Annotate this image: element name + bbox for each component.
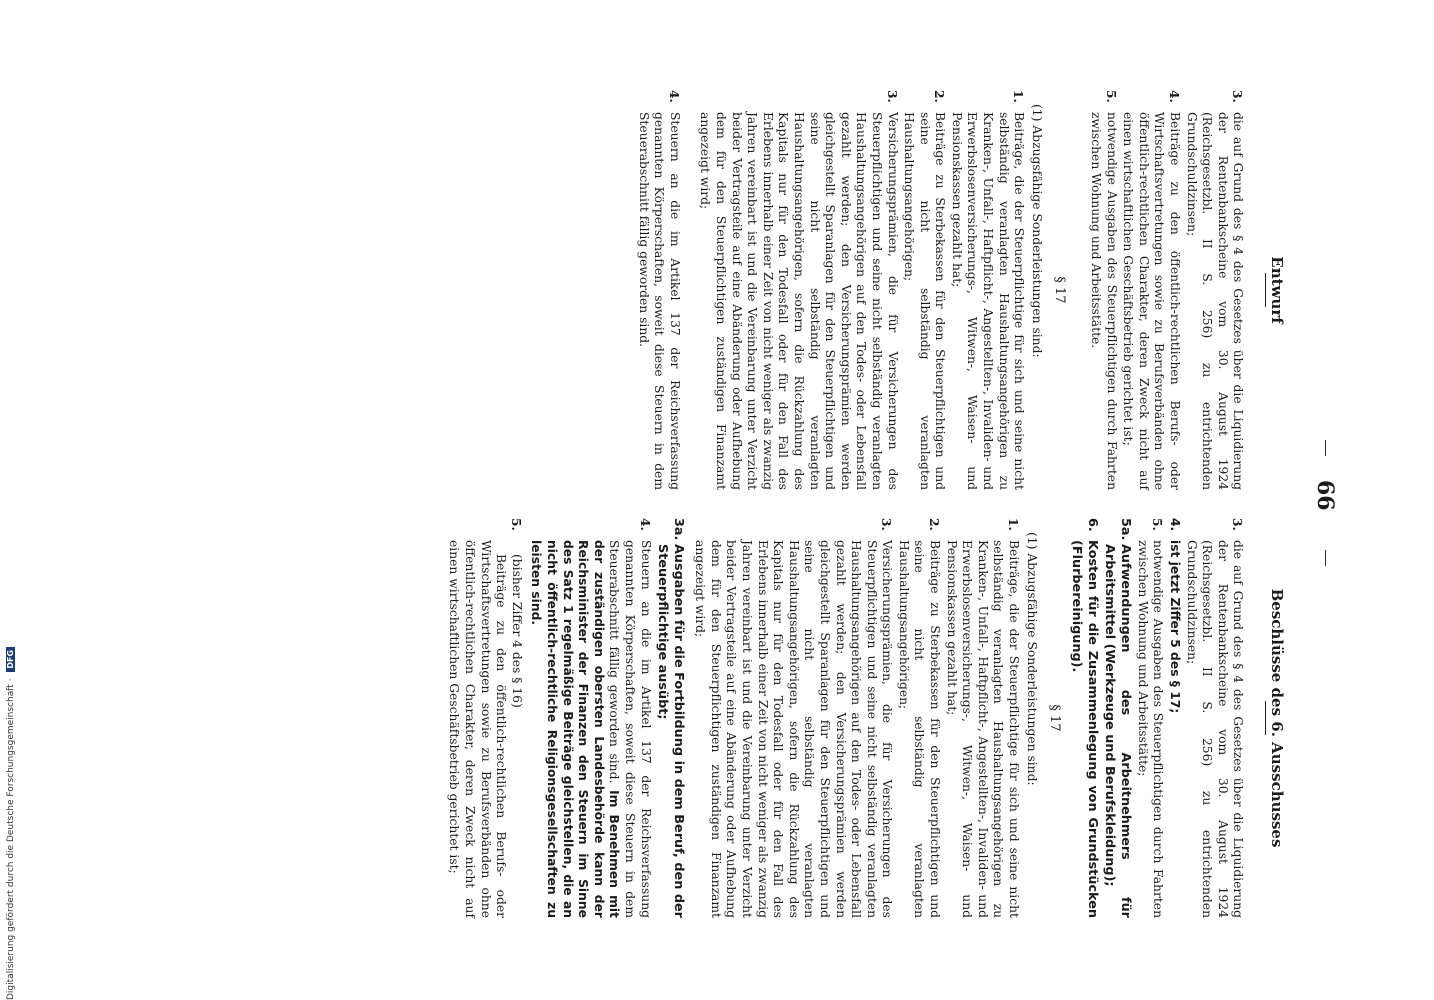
list-item	[948, 90, 1026, 490]
list-item	[895, 518, 942, 918]
item-number: 3.	[1230, 518, 1246, 531]
section-heading: § 17	[1047, 704, 1063, 732]
list-item	[1134, 518, 1165, 918]
item-text: Beiträge zu den öffentlich-rechtlichen Berufs- oder Wirtschaftsvertretungen sowie zu Berufsverbänden ohne öffentlich-rechtlichen Charakter, deren Zweck nicht auf einen wirtschaftlichen Geschäftsbetrieb gerichtet ist;	[447, 540, 509, 918]
page-number: 66	[1312, 480, 1338, 511]
item-number: 5.	[1103, 90, 1119, 103]
item-number: 3.	[879, 518, 895, 531]
list-item	[1183, 90, 1245, 490]
header-dash-right	[1325, 550, 1326, 566]
list-item	[1120, 90, 1182, 490]
item-text: Beiträge zu den öffentlich-rechtlichen Berufs- oder Wirtschaftsvertretungen sowie zu Berufsverbänden ohne öffentlich-rechtlichen Charakter, deren Zweck nicht auf einen wirtschaftlichen Geschäftsbetrieb gerichtet ist;	[1121, 112, 1183, 490]
title-rule	[1265, 273, 1266, 307]
column-title: Entwurf	[1268, 256, 1286, 324]
item-text: Beiträge zu Sterbekassen für den Steuerpflichtigen und seine nicht selbständig veranlagten Haushaltungsangehörigen;	[896, 540, 943, 918]
header-dash-left	[1325, 440, 1326, 456]
item-number: 6.	[1085, 518, 1101, 532]
item-text: Kosten für die Zusammenlegung von Grundstücken (Flurbereinigung).	[1069, 540, 1101, 918]
item-reference: (bisher Ziffer 4 des § 16)	[509, 554, 524, 708]
section-heading: § 17	[1052, 276, 1068, 304]
dfg-logo: DFG	[6, 647, 15, 672]
list-item	[692, 518, 895, 918]
column-title: Beschlüsse des 6. Ausschusses	[1268, 588, 1286, 848]
item-text: Aufwendungen des Arbeitnehmers für Arbeitsmittel (Werkzeuge und Berufskleidung);	[1102, 544, 1134, 918]
item-number: 5.	[1150, 518, 1166, 531]
item-number: 2.	[932, 90, 948, 103]
item-number: 3.	[1230, 90, 1246, 103]
list-item	[1183, 518, 1245, 918]
item-text-amendment: Im Benehmen mit der zuständigen obersten Landesbehörde kann der Reichsminister der Finanzen den Steuern im Sinne des Satz 1 regelmäßige Beiträge gleichstellen, die an nicht öffentlich-rechtliche Religionsgesellschaften zu leisten sind.	[529, 540, 622, 918]
list-item	[1087, 90, 1118, 490]
item-number: 4.	[1168, 518, 1183, 532]
item-number: 5a.	[1118, 518, 1134, 541]
item-number: 3a.	[670, 518, 686, 541]
section-intro: (1) Abzugsfähige Sonderleistungen sind:	[1024, 532, 1039, 786]
item-number: 1.	[1011, 90, 1027, 103]
list-item	[1166, 518, 1182, 918]
item-text: die auf Grund des § 4 des Gesetzes über die Liquidierung der Rentenbankscheine vom 30. August 1924 (Reichsgesetzbl. II S. 256) zu entrichtenden Grundschuldzinsen;	[1184, 540, 1246, 918]
item-text: Steuern an die im Artikel 137 der Reichsverfassung genannten Körperschaften, soweit diese Steuern in dem Steuerabschnitt fällig geworden sind.	[636, 112, 682, 490]
item-text: notwendige Ausgaben des Steuerpflichtigen durch Fahrten zwischen Wohnung und Arbeitsstätte;	[1135, 540, 1166, 918]
title-rule	[1265, 701, 1266, 735]
list-item	[528, 518, 653, 918]
page-header	[1298, 0, 1338, 1000]
digitization-credit	[6, 0, 22, 1000]
item-number: 3.	[884, 90, 900, 103]
list-item	[1068, 518, 1100, 918]
item-text: Steuern an die im Artikel 137 der Reichsverfassung genannten Körperschaften, soweit diese Steuern in dem Steuerabschnitt fällig geworden sind.	[607, 540, 653, 918]
list-item	[654, 518, 686, 918]
column-resolutions	[445, 518, 1284, 918]
item-number: 4.	[666, 90, 682, 103]
item-text: Beiträge zu Sterbekassen für den Steuerpflichtigen und seine nicht selbständig veranlagten Haushaltungsangehörigen;	[902, 112, 948, 490]
column-draft	[634, 90, 1284, 490]
item-number: 2.	[927, 518, 943, 531]
list-item	[943, 518, 1021, 918]
item-number: 1.	[1006, 518, 1022, 531]
item-text: Ausgaben für die Fortbildung in dem Beruf, den der Steuerpflichtige ausübt;	[654, 544, 686, 918]
section-intro: (1) Abzugsfähige Sonderleistungen sind:	[1029, 104, 1044, 358]
item-text: Beiträge, die der Steuerpflichtige für sich und seine nicht selbständig veranlagten Haushaltungsangehörigen zu Kranken-, Unfall-, Haftpflicht-, Angestellten-, Invaliden- und Erwerbslosenversicherungs-, Witwen-, Waisen- und Pensionskassen gezahlt hat;	[944, 540, 1022, 918]
item-text: die auf Grund des § 4 des Gesetzes über die Liquidierung der Rentenbankscheine vom 30. August 1924 (Reichsgesetzbl. II S. 256) zu entrichtenden Grundschuldzinsen;	[1184, 112, 1246, 490]
item-text: notwendige Ausgaben des Steuerpflichtigen durch Fahrten zwischen Wohnung und Arbeitsstätte.	[1089, 112, 1119, 490]
item-text: ist jetzt Ziffer 5 des § 17;	[1168, 540, 1183, 714]
list-item	[1101, 518, 1133, 918]
list-item	[697, 90, 900, 490]
list-item	[446, 518, 524, 918]
item-number: 4.	[1167, 90, 1183, 103]
item-number: 4.	[637, 518, 653, 531]
item-text: Beiträge, die der Steuerpflichtige für sich und seine nicht selbständig veranlagten Haushaltungsangehörigen zu Kranken-, Unfall-, Haftpflicht-, Angestellten-, Invaliden- und Erwerbslosenversicherungs-, Witwen-, Waisen- und Pensionskassen gezahlt hat;	[949, 112, 1027, 490]
item-number: 5.	[508, 518, 524, 531]
item-text: Versicherungsprämien, die für Versicherungen des Steuerpflichtigen und seine nicht selbständig veranlagten Haushaltungsangehörigen auf den Todes- oder Lebensfall gezahlt werden; den Versicherungsprämien werden gleichgestellt Sparanlagen für den Steuerpflichtigen und seine nicht selbständig veranlagten Haushaltungsangehörigen, sofern die Rückzahlung des Kapitals nur für den Todesfall oder für den Fall des Erlebens innerhalb einer Zeit von nicht weniger als zwanzig Jahren vereinbart ist und die Vereinbarung unter Verzicht beider Vertragsteile auf eine Abänderung oder Aufhebung dem für den Steuerpflichtigen zuständigen Finanzamt angezeigt wird;	[698, 112, 900, 490]
item-text: Versicherungsprämien, die für Versicherungen des Steuerpflichtigen und seine nicht selbständig veranlagten Haushaltungsangehörigen auf den Todes- oder Lebensfall gezahlt werden; den Versicherungsprämien werden gleichgestellt Sparanlagen für den Steuerpflichtigen und seine nicht selbständig veranlagten Haushaltungsangehörigen, sofern die Rückzahlung des Kapitals nur für den Todesfall oder für den Fall des Erlebens innerhalb einer Zeit von nicht weniger als zwanzig Jahren vereinbart ist und die Vereinbarung unter Verzicht beider Vertragsteile auf eine Abänderung oder Aufhebung dem für den Steuerpflichtigen zuständigen Finanzamt angezeigt wird;	[693, 540, 895, 918]
list-item	[635, 90, 682, 490]
credit-text: Digitalisierung gefördert durch die Deutsche Forschungsgemeinschaft ·	[6, 678, 16, 1000]
list-item	[901, 90, 948, 490]
